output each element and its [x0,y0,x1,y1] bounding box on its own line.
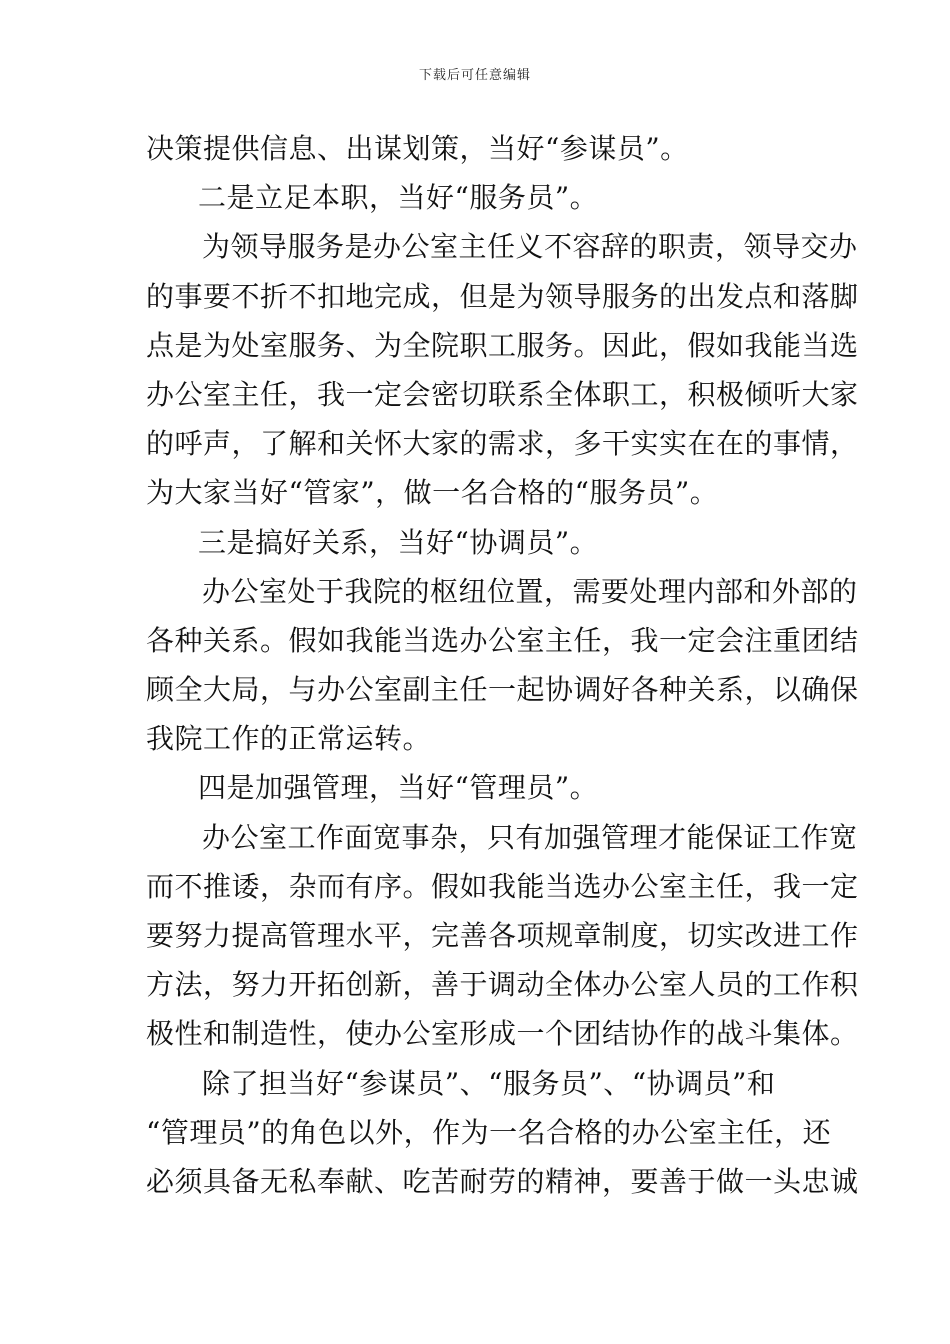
text-line: 除了担当好“参谋员”、“服务员”、“协调员”和 [202,1066,776,1100]
text-line: 我院工作的正常运转。 [146,722,432,756]
text-line: 为领导服务是办公室主任义不容辞的职责，领导交办 [202,230,858,264]
page-header: 下载后可任意编辑 [418,68,531,83]
text-line: 为大家当好“管家”，做一名合格的“服务员”。 [146,476,719,510]
text-line: 决策提供信息、出谋划策，当好“参谋员”。 [146,132,689,165]
text-line: 而不推诿，杂而有序。假如我能当选办公室主任，我一定 [146,869,859,903]
text-line: 要努力提高管理水平，完善各项规章制度，切实改进工作 [146,919,859,952]
text-line: 极性和制造性，使办公室形成一个团结协作的战斗集体。 [146,1017,859,1051]
text-line: 办公室工作面宽事杂，只有加强管理才能保证工作宽 [202,820,858,854]
text-line: 各种关系。假如我能当选办公室主任，我一定会注重团结 [146,623,859,657]
text-line: 的呼声，了解和关怀大家的需求，多干实实在在的事情， [146,427,859,461]
section-heading: 四是加强管理，当好“管理员”。 [198,771,599,805]
text-line: 办公室处于我院的枢纽位置，需要处理内部和外部的 [202,574,858,608]
text-line: 办公室主任，我一定会密切联系全体职工，积极倾听大家 [146,377,859,411]
text-line: 必须具备无私奉献、吃苦耐劳的精神，要善于做一头忠诚 [146,1164,859,1198]
text-line: 顾全大局，与办公室副主任一起协调好各种关系，以确保 [146,673,859,707]
section-heading: 二是立足本职，当好“服务员”。 [198,181,599,215]
text-line: 点是为处室服务、为全院职工服务。因此，假如我能当选 [146,328,859,362]
text-line: 的事要不折不扣地完成，但是为领导服务的出发点和落脚 [146,279,859,313]
document-body [146,124,859,1206]
text-line: “管理员”的角色以外，作为一名合格的办公室主任，还 [146,1115,832,1149]
text-line: 方法，努力开拓创新，善于调动全体办公室人员的工作积 [146,968,859,1002]
section-heading: 三是搞好关系，当好“协调员”。 [198,525,599,559]
